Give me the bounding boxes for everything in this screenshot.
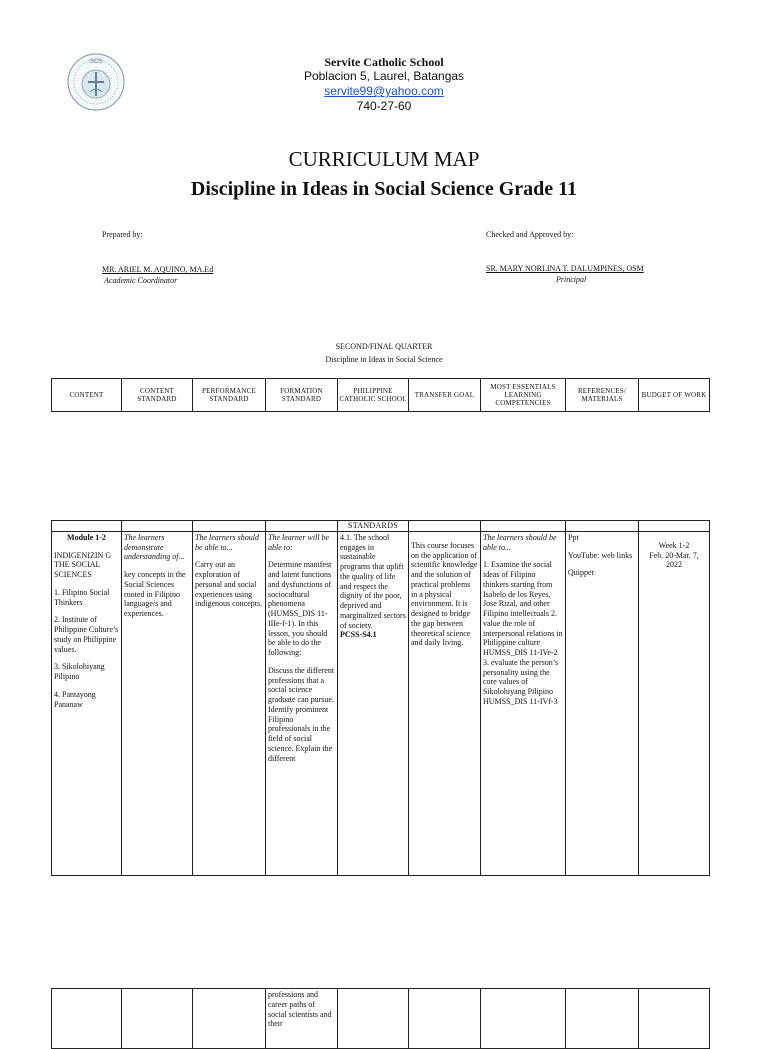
list-item: 1. Filipino Social Thinkers bbox=[54, 587, 110, 607]
melc-intro: The learners should be able to... bbox=[483, 532, 557, 552]
svg-text:SCS: SCS bbox=[89, 59, 103, 65]
approver-name: SR. MARY NORLINA T. DALUMPINES, OSM bbox=[486, 264, 644, 273]
table-row bbox=[52, 531, 710, 875]
cell-philippine-catholic-school bbox=[338, 531, 409, 875]
col-header-melc: MOST ESSENTIALS LEARNING COMPETENCIES bbox=[481, 379, 566, 412]
column-header-table bbox=[51, 378, 710, 412]
cell-budget-of-work bbox=[639, 531, 710, 875]
fs-intro: The learner will be able to: bbox=[268, 532, 330, 552]
ps-intro: The learners should be able to... bbox=[195, 532, 259, 552]
col-header-budget-of-work: BUDGET OF WORK bbox=[639, 379, 710, 412]
fs-paragraph-1: Determine manifest and latent functions and dysfunctions of sociocultural phenomena (HUMSS_DIS 11-IIIe-f-1). In this lesson, you should be able to do the following: bbox=[268, 560, 332, 657]
school-phone: 740-27-60 bbox=[356, 99, 412, 113]
transfer-goal-body: This course focuses on the application of scientific knowledge and the solution of practical problems in a physical environment. It is designed to bridge the gap between theoretical science and daily living. bbox=[411, 540, 478, 648]
cell-content-standard bbox=[122, 531, 193, 875]
pcs-body: 4.1. The school engages in sustainable programs that uplift the quality of life and respect the dignity of the poor, deprived and marginalized sectors of society. bbox=[340, 532, 406, 630]
school-name: Servite Catholic School bbox=[324, 55, 444, 69]
melc-body: 1. Examine the social ideas of Filipino thinkers starting from Isabelo de los Reyes, Jose Rizal, and other Filipino intellectuals 2. value the role of interpersonal relations in Philippine culture HUMSS_DIS 11-IVe-2 3. evaluate the person’s personality using the core values of Sikolohiyang Pilipino HUMSS_DIS 11-IVf-3 bbox=[483, 560, 563, 706]
col-header-performance-standard: PERFORMANCE STANDARD bbox=[193, 379, 266, 412]
approver-role: Principal bbox=[556, 275, 587, 284]
bow-dates: Feb. 20-Mar. 7, 2022 bbox=[649, 550, 699, 570]
col-header-philippine-catholic-school: PHILIPPINE CATHOLIC SCHOOL bbox=[338, 379, 409, 412]
quarter-heading: SECOND/FINAL QUARTER bbox=[335, 342, 433, 351]
table-row bbox=[52, 989, 710, 1049]
school-address: Poblacion 5, Laurel, Batangas bbox=[303, 69, 465, 83]
checked-by-label: Checked and Approved by: bbox=[486, 230, 574, 239]
col-header-formation-standard: FORMATION STANDARD bbox=[266, 379, 338, 412]
fs-paragraph-2: Discuss the different professions that a social science graduate can pursue. Identify prominent Filipino professionals in the field of social science. Explain the different bbox=[268, 665, 335, 763]
curriculum-table-continued bbox=[51, 988, 710, 1049]
preparer-role: Academic Coordinator bbox=[104, 276, 178, 285]
col-header-content: CONTENT bbox=[52, 379, 122, 412]
school-email-link[interactable]: servite99@yahoo.com bbox=[324, 84, 444, 98]
cs-body: key concepts in the Social Sciences rooted in Filipino language/s and experiences. bbox=[124, 570, 186, 618]
cell-content bbox=[52, 531, 122, 875]
col-header-content-standard: CONTENT STANDARD bbox=[122, 379, 193, 412]
ps-body: Carry out an exploration of personal and social experiences using indigenous concepts. bbox=[195, 560, 263, 609]
list-item: 4. Pantayong Pananaw bbox=[54, 689, 96, 709]
col-header-transfer-goal: TRANSFER GOAL bbox=[409, 379, 481, 412]
standards-label: STANDARDS bbox=[338, 521, 409, 532]
pcs-code: PCSS-S4.1 bbox=[340, 630, 377, 640]
list-item: Ppt bbox=[568, 532, 579, 542]
col-header-references: REFERENCES/ MATERIALS bbox=[566, 379, 639, 412]
bow-week: Week 1-2 bbox=[658, 540, 690, 550]
prepared-by-label: Prepared by: bbox=[102, 230, 143, 239]
cell-performance-standard bbox=[193, 531, 266, 875]
cell-transfer-goal bbox=[409, 531, 481, 875]
document-title: CURRICULUM MAP bbox=[288, 147, 480, 171]
cell-references bbox=[566, 531, 639, 875]
quarter-subheading: Discipline in Ideas in Social Science bbox=[325, 355, 443, 364]
fs-continued: professions and career paths of social scientists and their bbox=[266, 989, 338, 1049]
list-item: YouTube: web links bbox=[568, 550, 633, 560]
cell-formation-standard bbox=[266, 531, 338, 875]
cs-intro: The learners demonstrate understanding of... bbox=[124, 532, 185, 562]
cell-melc bbox=[481, 531, 566, 875]
list-item: 2. Institute of Philippine Culture’s study on Philippine values. bbox=[54, 615, 119, 654]
curriculum-table bbox=[51, 520, 710, 876]
list-item: 3. Sikolohiyang Pilipino bbox=[54, 662, 105, 681]
list-item: Quipper bbox=[568, 568, 595, 578]
document-subtitle: Discipline in Ideas in Social Science Grade 11 bbox=[190, 178, 578, 200]
preparer-name: MR. ARIEL M. AQUINO, MA.Ed bbox=[102, 265, 214, 274]
module-title: Module 1-2 bbox=[67, 532, 106, 542]
module-topic: INDIGENIZIN G THE SOCIAL SCIENCES bbox=[54, 550, 112, 579]
